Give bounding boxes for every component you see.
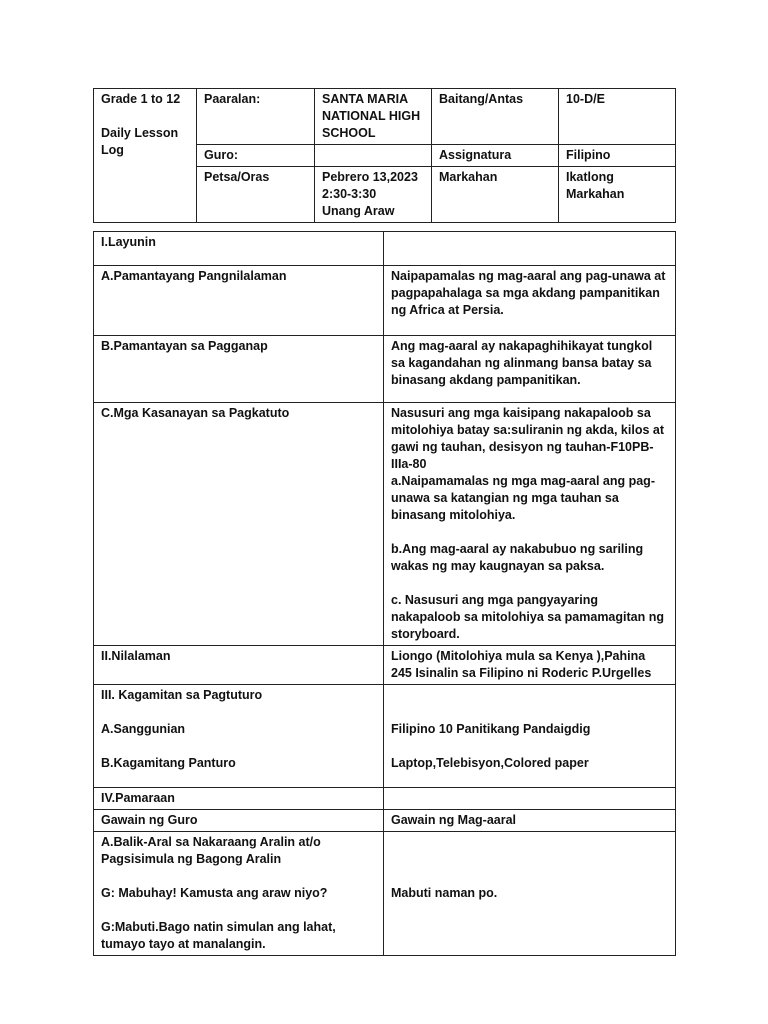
balik-aral-cell — [94, 832, 384, 956]
guro-value — [315, 145, 432, 167]
pamantayang-pangnilalaman-label: A.Pamantayang Pangnilalaman — [94, 266, 384, 336]
mag-aaral-reply: Mabuti naman po. — [384, 832, 676, 956]
layunin-empty — [384, 232, 676, 266]
guro-label: Guro: — [197, 145, 315, 167]
markahan-value: Ikatlong Markahan — [559, 167, 676, 223]
pamantayan-pagganap-label: B.Pamantayan sa Pagganap — [94, 336, 384, 403]
markahan-label: Markahan — [432, 167, 559, 223]
gawain-guro-header: Gawain ng Guro — [94, 810, 384, 832]
baitang-value: 10-D/E — [559, 89, 676, 145]
layunin-heading: I.Layunin — [94, 232, 384, 266]
header-table — [93, 88, 676, 223]
kasanayan-label: C.Mga Kasanayan sa Pagkatuto — [94, 403, 384, 646]
kagamitan-value: Filipino 10 Panitikang Pandaigdig Laptop,Telebisyon,Colored paper — [384, 685, 676, 788]
petsa-value: Pebrero 13,2023 2:30-3:30 Unang Araw — [315, 167, 432, 223]
guro-dialogue: G: Mabuhay! Kamusta ang araw niyo? G:Mabuti.Bago natin simulan ang lahat, tumayo tayo at manalangin. — [101, 886, 336, 951]
assignatura-value: Filipino — [559, 145, 676, 167]
baitang-label: Baitang/Antas — [432, 89, 559, 145]
grade-daily-lesson-log: Grade 1 to 12 Daily Lesson Log — [94, 89, 197, 223]
pamaraan-empty — [384, 788, 676, 810]
balik-aral-title: A.Balik-Aral sa Nakaraang Aralin at/o Pagsisimula ng Bagong Aralin — [101, 835, 321, 866]
kagamitan-label: III. Kagamitan sa Pagtuturo A.Sanggunian B.Kagamitang Panturo — [94, 685, 384, 788]
gawain-mag-aaral-header: Gawain ng Mag-aaral — [384, 810, 676, 832]
nilalaman-value: Liongo (Mitolohiya mula sa Kenya ),Pahina 245 Isinalin sa Filipino ni Roderic P.Urgelles — [384, 646, 676, 685]
pamantayan-pagganap-value: Ang mag-aaral ay nakapaghihikayat tungkol sa kagandahan ng alinmang bansa batay sa binasang akdang pampanitikan. — [384, 336, 676, 403]
nilalaman-label: II.Nilalaman — [94, 646, 384, 685]
kasanayan-value: Nasusuri ang mga kaisipang nakapaloob sa mitolohiya batay sa:suliranin ng akda, kilos at gawi ng tauhan, desisyon ng tauhan-F10PB-IIIa-80 a.Naipamamalas ng mga mag-aaral ang pag-unawa sa katangian ng mga tauhan sa binasang mitolohiya. b.Ang mag-aaral ay nakabubuo ng sariling wakas ng may kaugnayan sa paksa. c. Nasusuri ang mga pangyayaring nakapaloob sa mitolohiya sa pamamagitan ng storyboard. — [384, 403, 676, 646]
assignatura-label: Assignatura — [432, 145, 559, 167]
pamantayang-pangnilalaman-value: Naipapamalas ng mag-aaral ang pag-unawa at pagpapahalaga sa mga akdang pampanitikan ng Africa at Persia. — [384, 266, 676, 336]
paaralan-value: SANTA MARIA NATIONAL HIGH SCHOOL — [315, 89, 432, 145]
pamaraan-heading: IV.Pamaraan — [94, 788, 384, 810]
lesson-table — [93, 231, 676, 956]
paaralan-label: Paaralan: — [197, 89, 315, 145]
petsa-label: Petsa/Oras — [197, 167, 315, 223]
